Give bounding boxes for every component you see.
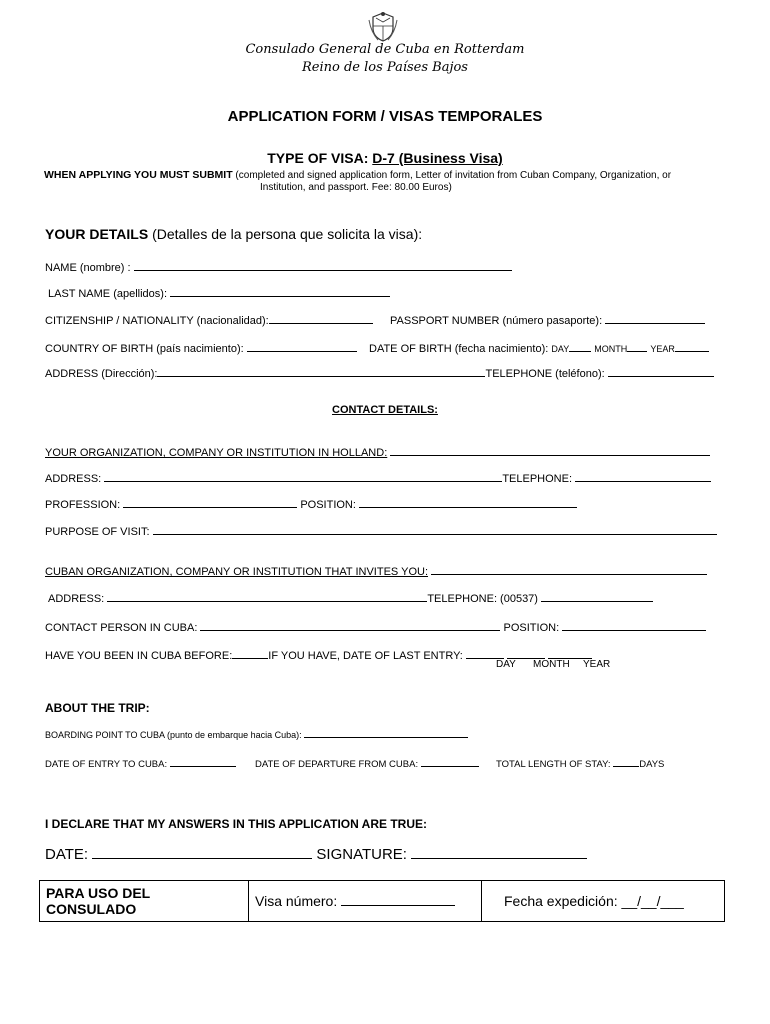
visa-number-line[interactable] [341,893,455,906]
entry-date-field[interactable] [45,758,236,770]
entry-date-label: DATE OF ENTRY TO CUBA: [45,759,168,770]
signature-line[interactable] [411,846,587,859]
position-label: POSITION: [300,499,356,511]
been-before-label: HAVE YOU BEEN IN CUBA BEFORE: [45,650,233,662]
stay-length-label: TOTAL LENGTH OF STAY: [496,759,611,770]
purpose-field[interactable] [45,524,717,538]
citizenship-label: CITIZENSHIP / NATIONALITY (nacionalidad): [45,315,269,327]
cuban-telephone-line[interactable] [541,591,653,602]
org-address-label: ADDRESS: [45,473,102,485]
citizenship-line[interactable] [269,313,373,324]
stay-length-field[interactable] [496,758,664,770]
entry-date-line[interactable] [170,758,236,767]
trip-heading: ABOUT THE TRIP: [45,701,150,715]
cuban-org-field[interactable] [45,564,707,578]
your-details-title: YOUR DETAILS [45,226,149,242]
visa-type-value: D-7 (Business Visa) [372,150,503,166]
birth-day-label: DAY [551,344,570,354]
stay-days-label: DAYS [639,759,665,770]
last-entry-month-label: MONTH [533,659,570,670]
cuban-address-field[interactable] [48,591,653,605]
date-birth-label: DATE OF BIRTH (fecha nacimiento): [369,343,549,355]
issue-date-cell[interactable] [482,881,725,922]
departure-date-line[interactable] [421,758,479,767]
consulate-use-label: PARA USO DEL CONSULADO [46,885,150,917]
position-line[interactable] [359,497,577,508]
declaration: I DECLARE THAT MY ANSWERS IN THIS APPLICATION ARE TRUE: [45,817,428,831]
passport-field[interactable] [390,313,705,327]
coat-of-arms-icon [366,10,400,44]
address-field[interactable] [45,366,714,380]
cuban-org-line[interactable] [431,564,707,575]
last-entry-label: IF YOU HAVE, DATE OF LAST ENTRY: [268,650,463,662]
visa-number-label: Visa número: [255,893,338,909]
been-before-line[interactable] [232,648,268,659]
last-name-field[interactable] [48,286,390,300]
telephone-line[interactable] [608,366,714,377]
telephone-label: TELEPHONE (teléfono): [485,368,605,380]
cuban-org-label: CUBAN ORGANIZATION, COMPANY OR INSTITUTION THAT INVITES YOU: [45,566,429,578]
contact-person-field[interactable] [45,620,706,634]
contact-details-heading: CONTACT DETAILS: [332,404,438,416]
address-line[interactable] [157,366,485,377]
org-address-line[interactable] [104,471,502,482]
stay-length-line[interactable] [613,758,639,767]
name-label: NAME (nombre) : [45,262,131,274]
cuban-address-label: ADDRESS: [48,593,105,605]
date-signature-row[interactable] [45,846,587,863]
contact-position-label: POSITION: [503,622,560,634]
profession-line[interactable] [123,497,297,508]
last-entry-day-line[interactable] [466,648,504,659]
org-holland-label: YOUR ORGANIZATION, COMPANY OR INSTITUTION IN HOLLAND: [45,447,388,459]
name-field[interactable] [45,260,512,274]
submit-requirements [44,169,671,181]
country-birth-field[interactable] [45,341,357,355]
visa-type [0,150,770,166]
org-address-field[interactable] [45,471,711,485]
last-name-line[interactable] [170,286,390,297]
passport-line[interactable] [605,313,705,324]
last-name-label: LAST NAME (apellidos): [48,288,168,300]
country-birth-line[interactable] [247,341,357,352]
birth-day-line[interactable] [569,341,591,352]
contact-person-label: CONTACT PERSON IN CUBA: [45,622,198,634]
consulate-name: Consulado General de Cuba en Rotterdam [245,42,525,57]
org-telephone-line[interactable] [575,471,711,482]
cuban-address-line[interactable] [107,591,427,602]
page-title: APPLICATION FORM / VISAS TEMPORALES [227,108,543,125]
consulate-use-box [39,880,725,922]
country-birth-label: COUNTRY OF BIRTH (país nacimiento): [45,343,244,355]
contact-person-line[interactable] [200,620,500,631]
last-entry-month-line[interactable] [507,648,545,659]
purpose-label: PURPOSE OF VISIT: [45,526,150,538]
departure-date-label: DATE OF DEPARTURE FROM CUBA: [255,759,419,770]
submit-text-2: Institution, and passport. Fee: 80.00 Euros) [260,182,452,193]
date-line[interactable] [92,846,312,859]
profession-field[interactable] [45,497,577,511]
boarding-line[interactable] [304,729,468,738]
purpose-line[interactable] [153,524,717,535]
birth-year-line[interactable] [675,341,709,352]
visa-type-label: TYPE OF VISA: [267,150,373,166]
boarding-label: BOARDING POINT TO CUBA (punto de embarque hacia Cuba): [45,730,302,740]
kingdom-name: Reino de los Países Bajos [302,60,468,75]
issue-date-blank[interactable]: __/__/___ [621,893,684,909]
submit-text-1: (completed and signed application form, Letter of invitation from Cuban Company, Organization, or [235,170,672,181]
birth-month-label: MONTH [594,344,628,354]
departure-date-field[interactable] [255,758,479,770]
date-label: DATE: [45,846,89,863]
last-entry-year-line[interactable] [548,648,592,659]
org-telephone-label: TELEPHONE: [502,473,572,485]
last-entry-year-label: YEAR [583,659,611,670]
cuban-telephone-label: TELEPHONE: (00537) [427,593,538,605]
signature-label: SIGNATURE: [316,846,407,863]
boarding-field[interactable] [45,729,468,740]
your-details-note: (Detalles de la persona que solicita la visa): [152,226,423,242]
citizenship-field[interactable] [45,313,373,327]
address-label: ADDRESS (Dirección): [45,368,158,380]
visa-number-cell[interactable] [249,881,482,922]
last-entry-day-label: DAY [496,659,516,670]
passport-label: PASSPORT NUMBER (número pasaporte): [390,315,603,327]
issue-date-label: Fecha expedición: [504,893,618,909]
birth-year-label: YEAR [650,344,675,354]
name-line[interactable] [134,260,512,271]
your-details-heading [45,226,422,242]
birth-month-line[interactable] [627,341,647,352]
profession-label: PROFESSION: [45,499,121,511]
consulate-use-label-cell [40,881,249,922]
org-holland-field[interactable] [45,445,710,459]
contact-position-line[interactable] [562,620,706,631]
org-holland-line[interactable] [390,445,710,456]
date-birth-field[interactable] [369,341,709,355]
submit-label: WHEN APPLYING YOU MUST SUBMIT [44,169,233,181]
